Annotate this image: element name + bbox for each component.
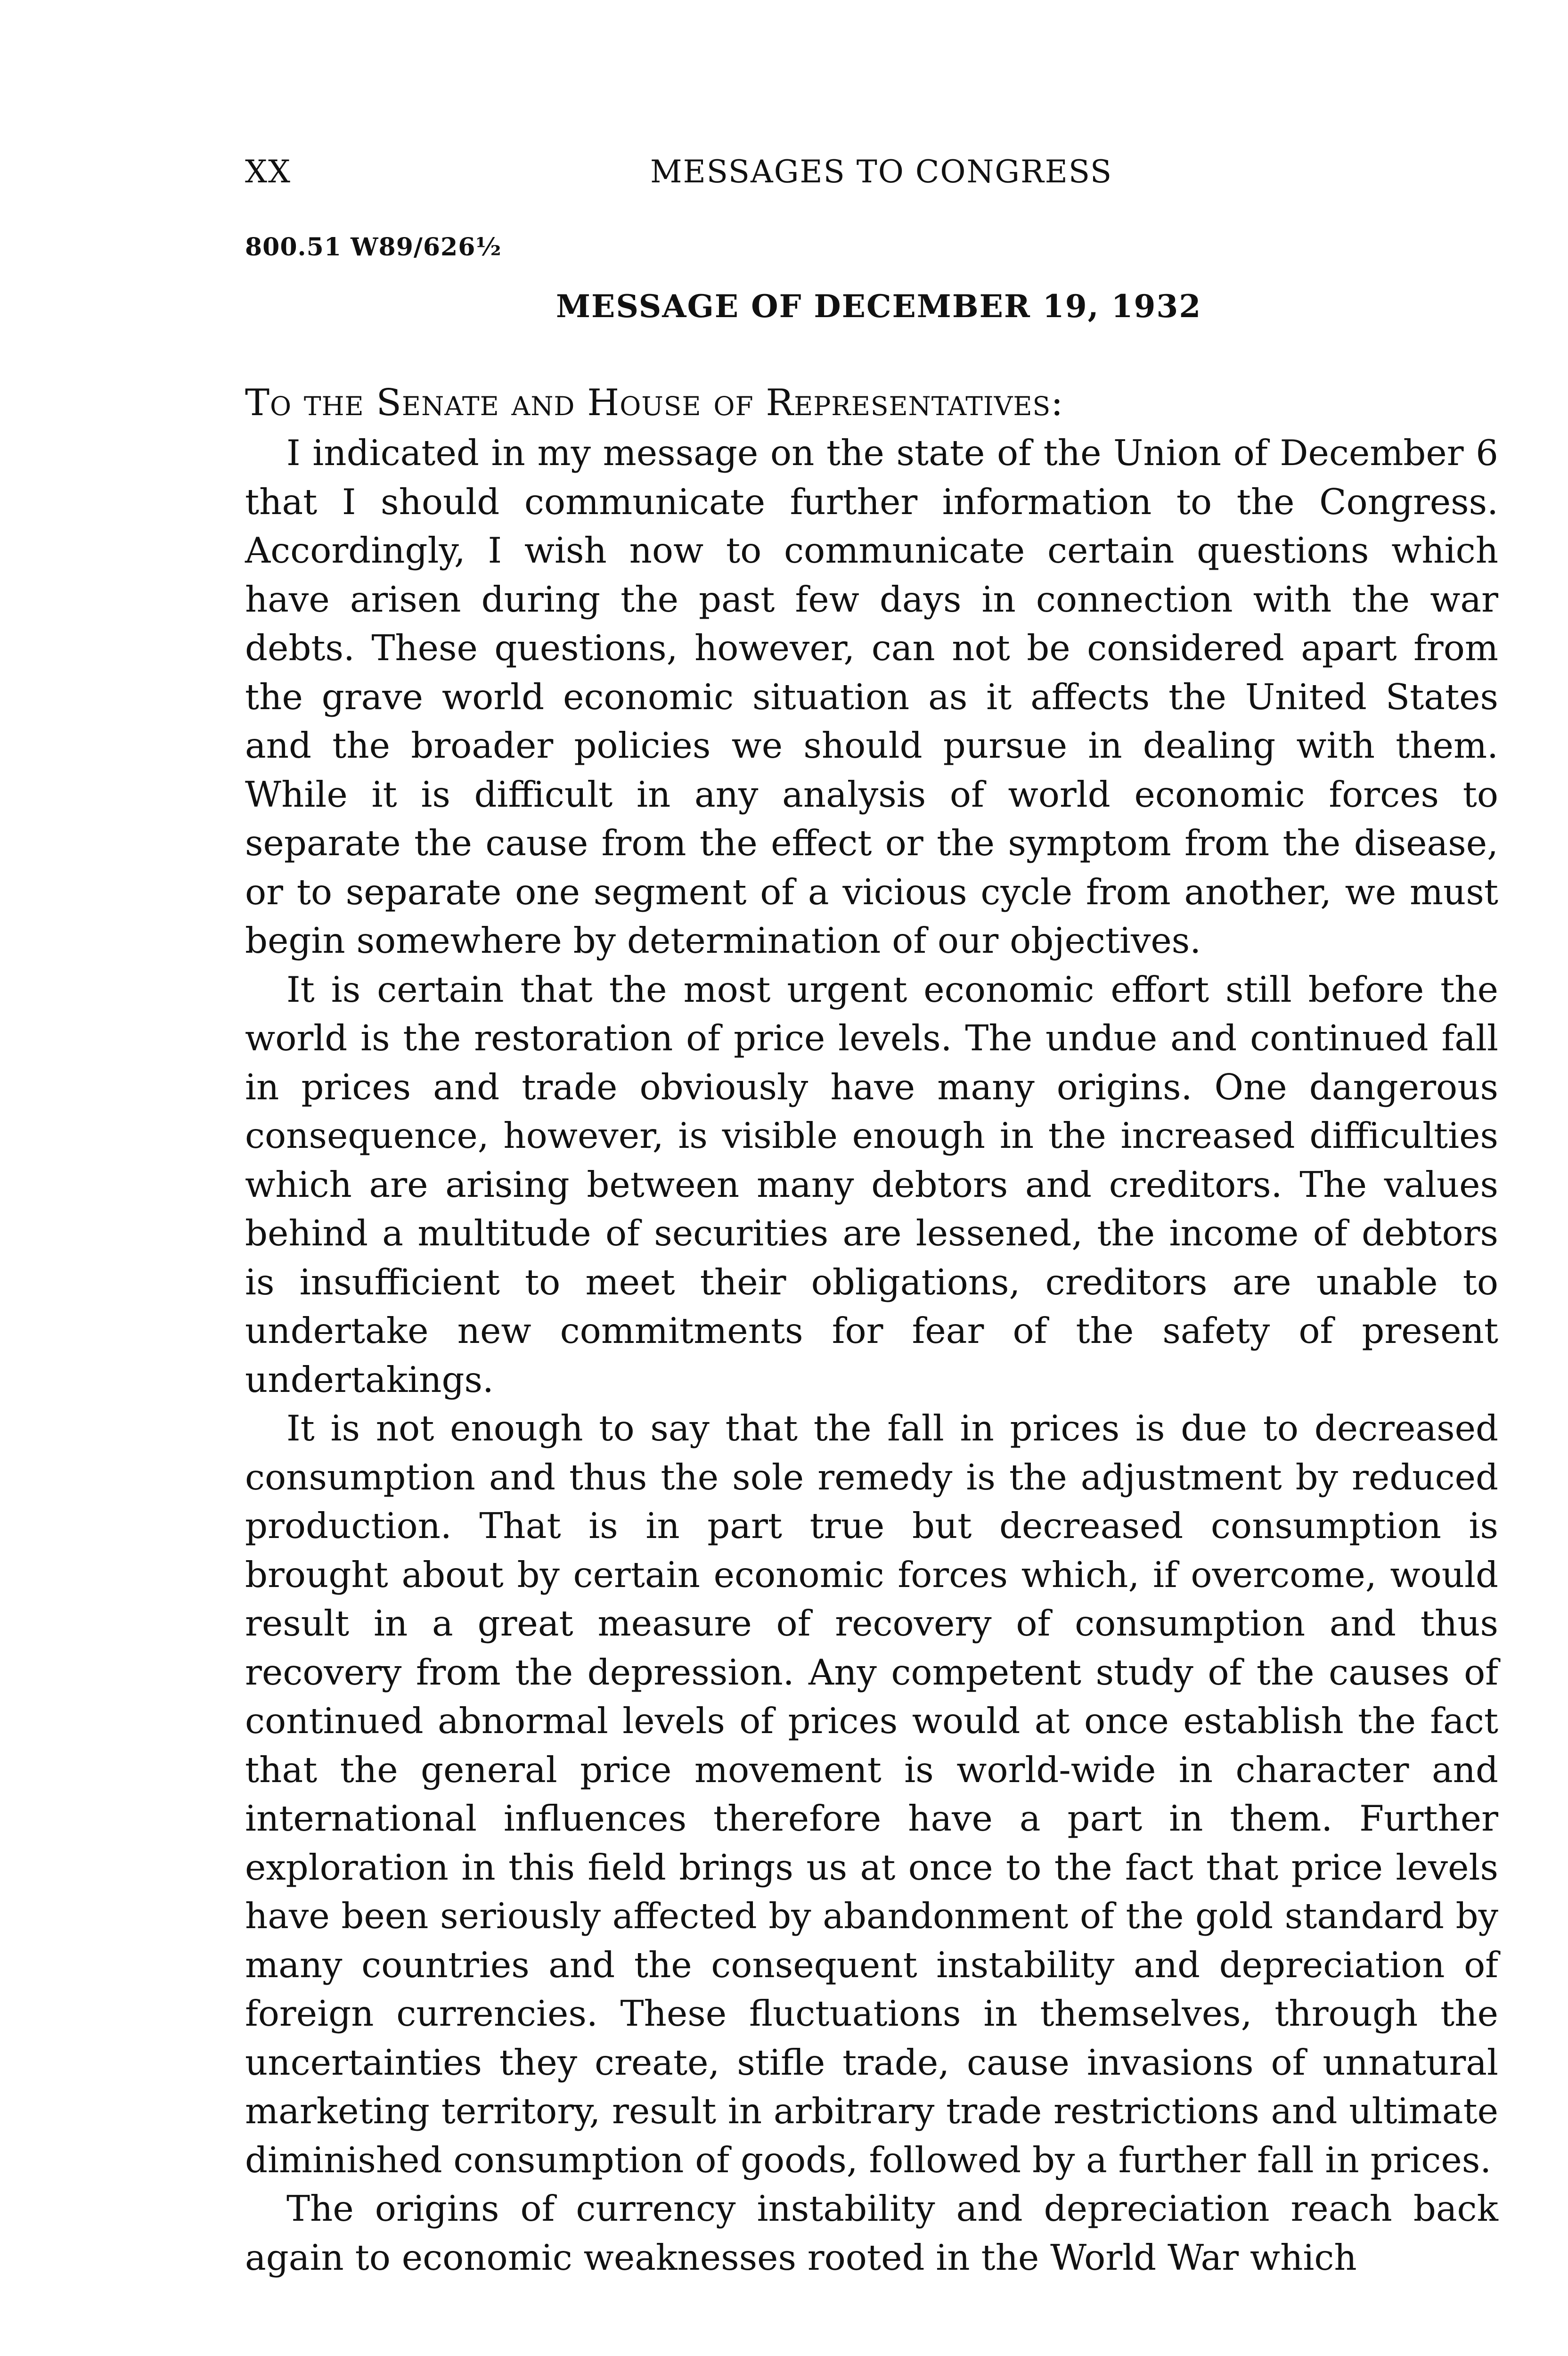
body-text <box>245 429 1498 2282</box>
running-head <box>245 151 1498 193</box>
paragraph: I indicated in my message on the state of the Union of December 6 that I should communicate further information to the Congress. Accordingly, I wish now to communicate certain questions which have arisen during the past few days in connection with the war debts. These questions, however, can not be considered apart from the grave world economic situation as it affects the United States and the broader policies we should pursue in dealing with them. While it is difficult in any analysis of world economic forces to separate the cause from the effect or the symptom from the disease, or to separate one segment of a vicious cycle from another, we must begin somewhere by determination of our objectives. <box>245 432 1498 961</box>
running-title: MESSAGES TO CONGRESS <box>650 154 1113 190</box>
salutation: To the Senate and House of Representatives: <box>245 382 1064 424</box>
document-title: MESSAGE OF DECEMBER 19, 1932 <box>556 288 1202 325</box>
page-number: XX <box>245 154 291 190</box>
paragraph: It is certain that the most urgent economic effort still before the world is the restoration of price levels. The undue and continued fall in prices and trade obviously have many origins. One dangerous consequence, however, is visible enough in the increased difficulties which are arising between many debtors and creditors. The values behind a multitude of securities are lessened, the income of debtors is insufficient to meet their obligations, creditors are unable to undertake new commitments for fear of the safety of present undertakings. <box>245 968 1498 1400</box>
file-reference: 800.51 W89/626½ <box>245 233 502 262</box>
paragraph: The origins of currency instability and depreciation reach back again to economic weaknesses rooted in the World War which <box>245 2188 1498 2278</box>
paragraph: It is not enough to say that the fall in prices is due to decreased consumption and thus the sole remedy is the adjustment by reduced production. That is in part true but decreased consumption is brought about by certain economic forces which, if overcome, would result in a great measure of recovery of consumption and thus recovery from the depression. Any competent study of the causes of continued abnormal levels of prices would at once establish the fact that the general price movement is world-wide in character and international influences therefore have a part in them. Further exploration in this field brings us at once to the fact that price levels have been seriously affected by abandonment of the gold standard by many countries and the consequent instability and depreciation of foreign currencies. These fluctuations in themselves, through the uncertainties they create, stifle trade, cause invasions of unnatural marketing territory, result in arbitrary trade restrictions and ultimate diminished consumption of goods, followed by a further fall in prices. <box>245 1407 1498 2181</box>
